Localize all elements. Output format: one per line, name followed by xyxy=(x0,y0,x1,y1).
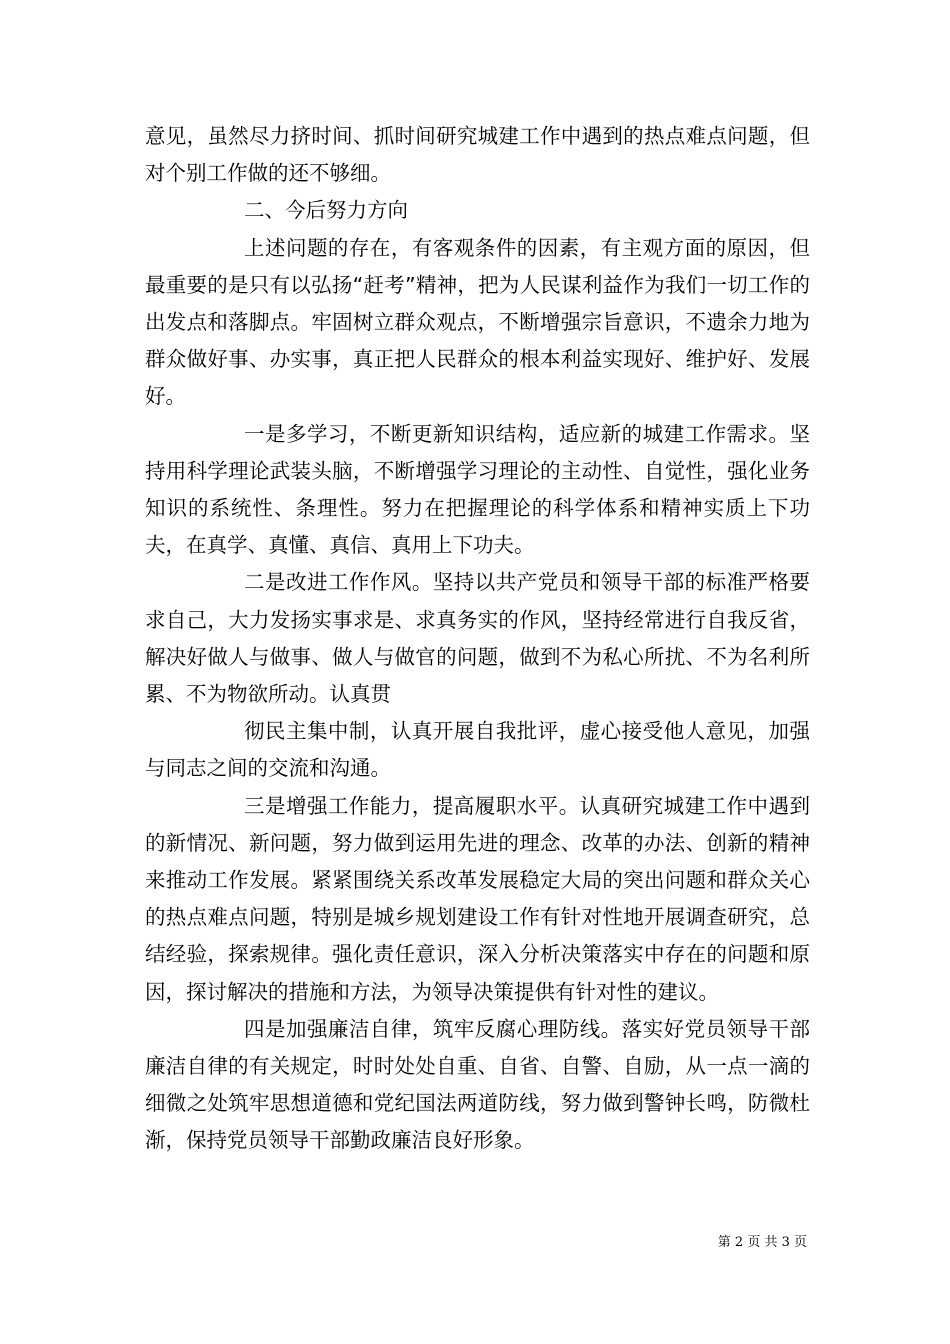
document-body xyxy=(145,118,810,1160)
paragraph-continuation: 意见，虽然尽力挤时间、抓时间研究城建工作中遇到的热点难点问题，但对个别工作做的还不够细。 xyxy=(145,124,810,186)
section-heading-future-direction: 二、今后努力方向 xyxy=(244,198,408,223)
page-number: 第 2 页 共 3 页 xyxy=(717,1235,807,1250)
paragraph-overview: 上述问题的存在，有客观条件的因素，有主观方面的原因，但最重要的是只有以弘扬“赶考”精神，把为人民谋利益作为我们一切工作的出发点和落脚点。牢固树立群众观点，不断增强宗旨意识，不遗余力地为群众做好事、办实事，真正把人民群众的根本利益实现好、维护好、发展好。 xyxy=(145,235,810,409)
paragraph-point-two: 二是改进工作作风。坚持以共产党员和领导干部的标准严格要求自己，大力发扬实事求是、求真务实的作风，坚持经常进行自我反省，解决好做人与做事、做人与做官的问题，做到不为私心所扰、不为名利所累、不为物欲所动。认真贯 xyxy=(145,570,810,707)
paragraph-point-two-continued: 彻民主集中制，认真开展自我批评，虚心接受他人意见，加强与同志之间的交流和沟通。 xyxy=(145,719,810,781)
paragraph-point-four: 四是加强廉洁自律，筑牢反腐心理防线。落实好党员领导干部廉洁自律的有关规定，时时处处自重、自省、自警、自励，从一点一滴的细微之处筑牢思想道德和党纪国法两道防线，努力做到警钟长鸣，防微杜渐，保持党员领导干部勤政廉洁良好形象。 xyxy=(145,1016,810,1153)
paragraph-point-one: 一是多学习，不断更新知识结构，适应新的城建工作需求。坚持用科学理论武装头脑，不断增强学习理论的主动性、自觉性，强化业务知识的系统性、条理性。努力在把握理论的科学体系和精神实质上下功夫，在真学、真懂、真信、真用上下功夫。 xyxy=(145,421,810,558)
paragraph-point-three: 三是增强工作能力，提高履职水平。认真研究城建工作中遇到的新情况、新问题，努力做到运用先进的理念、改革的办法、创新的精神来推动工作发展。紧紧围绕关系改革发展稳定大局的突出问题和群众关心的热点难点问题，特别是城乡规划建设工作有针对性地开展调查研究，总结经验，探索规律。强化责任意识，深入分析决策落实中存在的问题和原因，探讨解决的措施和方法，为领导决策提供有针对性的建议。 xyxy=(145,793,810,1004)
